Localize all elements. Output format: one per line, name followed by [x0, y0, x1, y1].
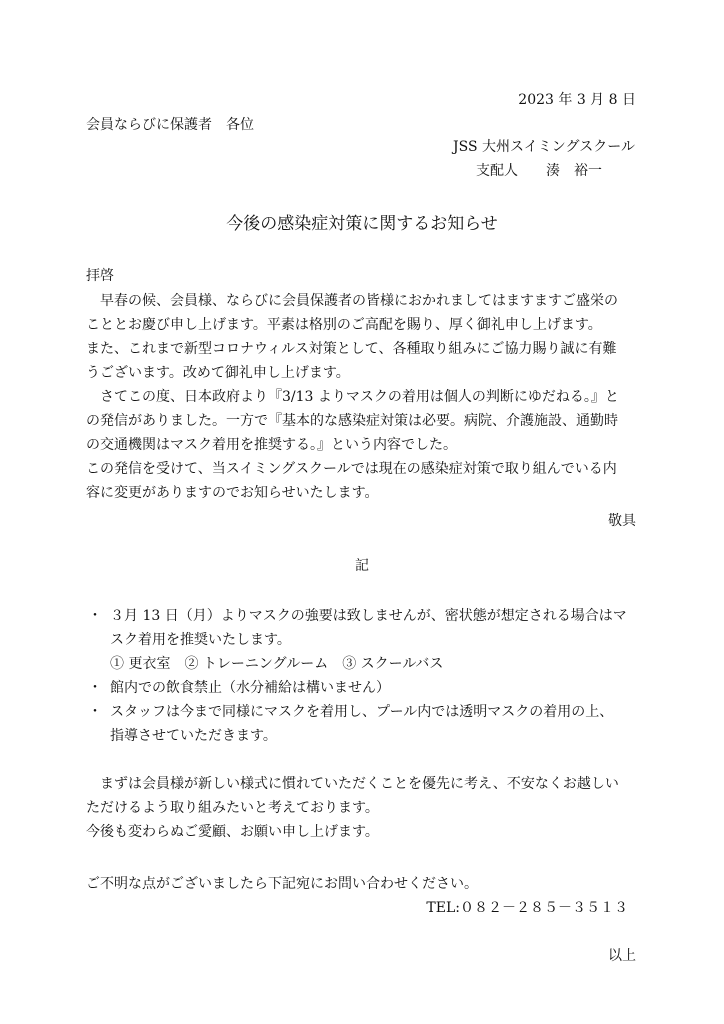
- body-line: こととお慶び申し上げます。平素は格別のご高配を賜り、厚く御礼申し上げます。: [86, 317, 602, 333]
- bullet-continuation: ① 更衣室 ② トレーニングルーム ③ スクールバス: [110, 656, 444, 672]
- list-item: [88, 604, 640, 628]
- bullet-mark: ・: [88, 704, 102, 720]
- closing-text: [86, 772, 640, 844]
- ki-heading: 記: [355, 558, 369, 574]
- telephone-number: TEL:０８２－２８５－３５１３: [426, 900, 628, 916]
- bullet-text: ３月 13 日（月）よりマスクの強要は致しませんが、密状態が想定される場合はマ: [110, 608, 627, 624]
- bullet-text: スタッフは今まで同様にマスクを着用し、プール内では透明マスクの着用の上、: [110, 704, 614, 720]
- body-line: また、これまで新型コロナウィルス対策として、各種取り組みにご協力賜り誠に有難: [86, 341, 617, 357]
- end-mark: 以上: [608, 948, 636, 964]
- body-line: 早春の候、会員様、ならびに会員保護者の皆様におかれましてはますますご盛栄の: [86, 293, 618, 309]
- recipient-line: 会員ならびに保護者 各位: [86, 117, 254, 133]
- closing-keigu: 敬具: [608, 513, 636, 529]
- bullet-text: 館内での飲食禁止（水分補給は構いません）: [110, 680, 390, 696]
- closing-line: ただけるよう取り組みたいと考えております。: [86, 800, 379, 816]
- opening-greeting: 拝啓: [86, 268, 114, 284]
- bullet-continuation: スク着用を推奨いたします。: [110, 632, 291, 648]
- bullet-list: [88, 604, 640, 748]
- body-line: この発信を受けて、当スイミングスクールでは現在の感染症対策で取り組んでいる内: [86, 461, 617, 477]
- list-item: [88, 700, 640, 724]
- bullet-continuation: 指導させていただきます。: [110, 728, 277, 744]
- body-line: うございます。改めて御礼申し上げます。: [86, 365, 350, 381]
- body-line: 容に変更がありますのでお知らせいたします。: [86, 485, 379, 501]
- bullet-mark: ・: [88, 680, 102, 696]
- bullet-mark: ・: [88, 608, 102, 624]
- body-line: さてこの度、日本政府より『3/13 よりマスクの着用は個人の判断にゆだねる。』と: [86, 389, 619, 405]
- closing-line: まずは会員様が新しい様式に慣れていただくことを優先に考え、不安なくお越しい: [86, 776, 619, 792]
- inquiry-line: ご不明な点がございましたら下記宛にお問い合わせください。: [86, 876, 478, 892]
- document-title: 今後の感染症対策に関するお知らせ: [226, 214, 498, 234]
- body-text: [86, 289, 640, 505]
- document-date: 2023 年 3 月 8 日: [518, 92, 636, 108]
- sender-organization: JSS 大州スイミングスクール: [453, 139, 636, 155]
- closing-line: 今後も変わらぬご愛顧、お願い申し上げます。: [86, 824, 379, 840]
- body-line: の発信がありました。一方で『基本的な感染症対策は必要。病院、介護施設、通勤時: [86, 413, 618, 429]
- list-item: [88, 676, 640, 700]
- sender-person: 支配人 湊 裕一: [476, 163, 602, 179]
- body-line: の交通機関はマスク着用を推奨する。』という内容でした。: [86, 437, 457, 453]
